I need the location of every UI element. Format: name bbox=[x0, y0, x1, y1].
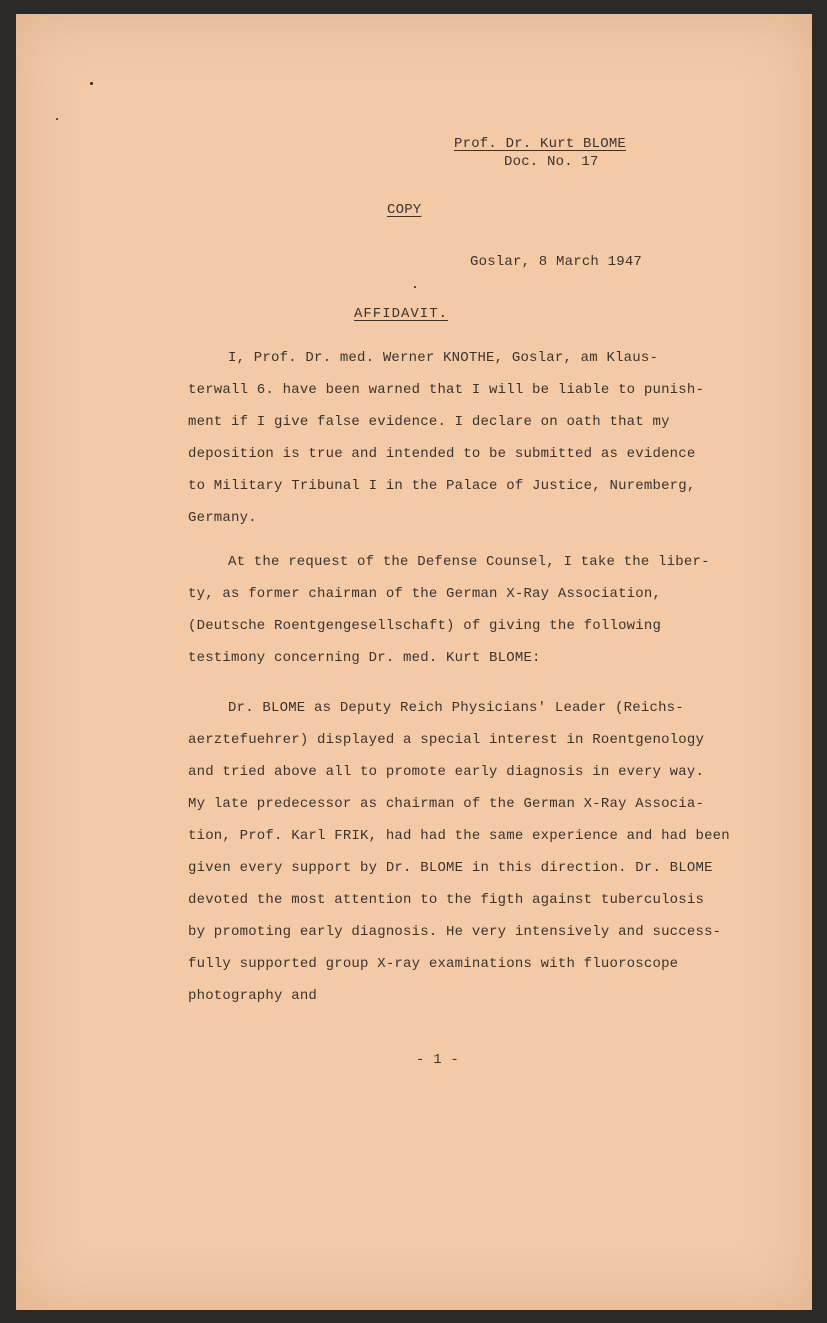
paragraph-testimony bbox=[188, 700, 730, 1004]
text-line: My late predecessor as chairman of the German X-Ray Associa- bbox=[188, 796, 705, 812]
text-line: Dr. BLOME as Deputy Reich Physicians' Leader (Reichs- bbox=[228, 700, 684, 716]
text-line: testimony concerning Dr. med. Kurt BLOME: bbox=[188, 650, 541, 666]
text-line: I, Prof. Dr. med. Werner KNOTHE, Goslar, am Klaus- bbox=[228, 350, 659, 366]
text-line: tion, Prof. Karl FRIK, had had the same experience and had been bbox=[188, 828, 730, 844]
text-line: to Military Tribunal I in the Palace of Justice, Nuremberg, bbox=[188, 478, 696, 494]
text-line: by promoting early diagnosis. He very intensively and success- bbox=[188, 924, 722, 940]
paper-speck bbox=[414, 286, 416, 288]
text-line: and tried above all to promote early diagnosis in every way. bbox=[188, 764, 705, 780]
text-line: Germany. bbox=[188, 510, 257, 526]
paragraph-request bbox=[188, 554, 710, 666]
text-line: deposition is true and intended to be submitted as evidence bbox=[188, 446, 696, 462]
text-line: fully supported group X-ray examinations with fluoroscope bbox=[188, 956, 679, 972]
place-date: Goslar, 8 March 1947 bbox=[470, 254, 643, 270]
text-line: devoted the most attention to the figth against tuberculosis bbox=[188, 892, 705, 908]
text-line: aerztefuehrer) displayed a special interest in Roentgenology bbox=[188, 732, 705, 748]
text-line: terwall 6. have been warned that I will be liable to punish- bbox=[188, 382, 705, 398]
page-number: - 1 - bbox=[416, 1052, 460, 1068]
text-line: given every support by Dr. BLOME in this direction. Dr. BLOME bbox=[188, 860, 713, 876]
copy-label: COPY bbox=[387, 202, 422, 218]
paper-speck bbox=[56, 118, 58, 120]
text-line: ty, as former chairman of the German X-Ray Association, bbox=[188, 586, 662, 602]
document-title: AFFIDAVIT. bbox=[354, 306, 449, 322]
text-line: (Deutsche Roentgengesellschaft) of giving the following bbox=[188, 618, 662, 634]
text-line: photography and bbox=[188, 988, 318, 1004]
text-line: At the request of the Defense Counsel, I take the liber- bbox=[228, 554, 710, 570]
document-number: Doc. No. 17 bbox=[504, 154, 599, 170]
paragraph-oath bbox=[188, 350, 705, 526]
document-page bbox=[16, 14, 812, 1310]
paper-speck bbox=[90, 82, 93, 85]
author-line: Prof. Dr. Kurt BLOME bbox=[454, 136, 627, 152]
text-line: ment if I give false evidence. I declare on oath that my bbox=[188, 414, 670, 430]
